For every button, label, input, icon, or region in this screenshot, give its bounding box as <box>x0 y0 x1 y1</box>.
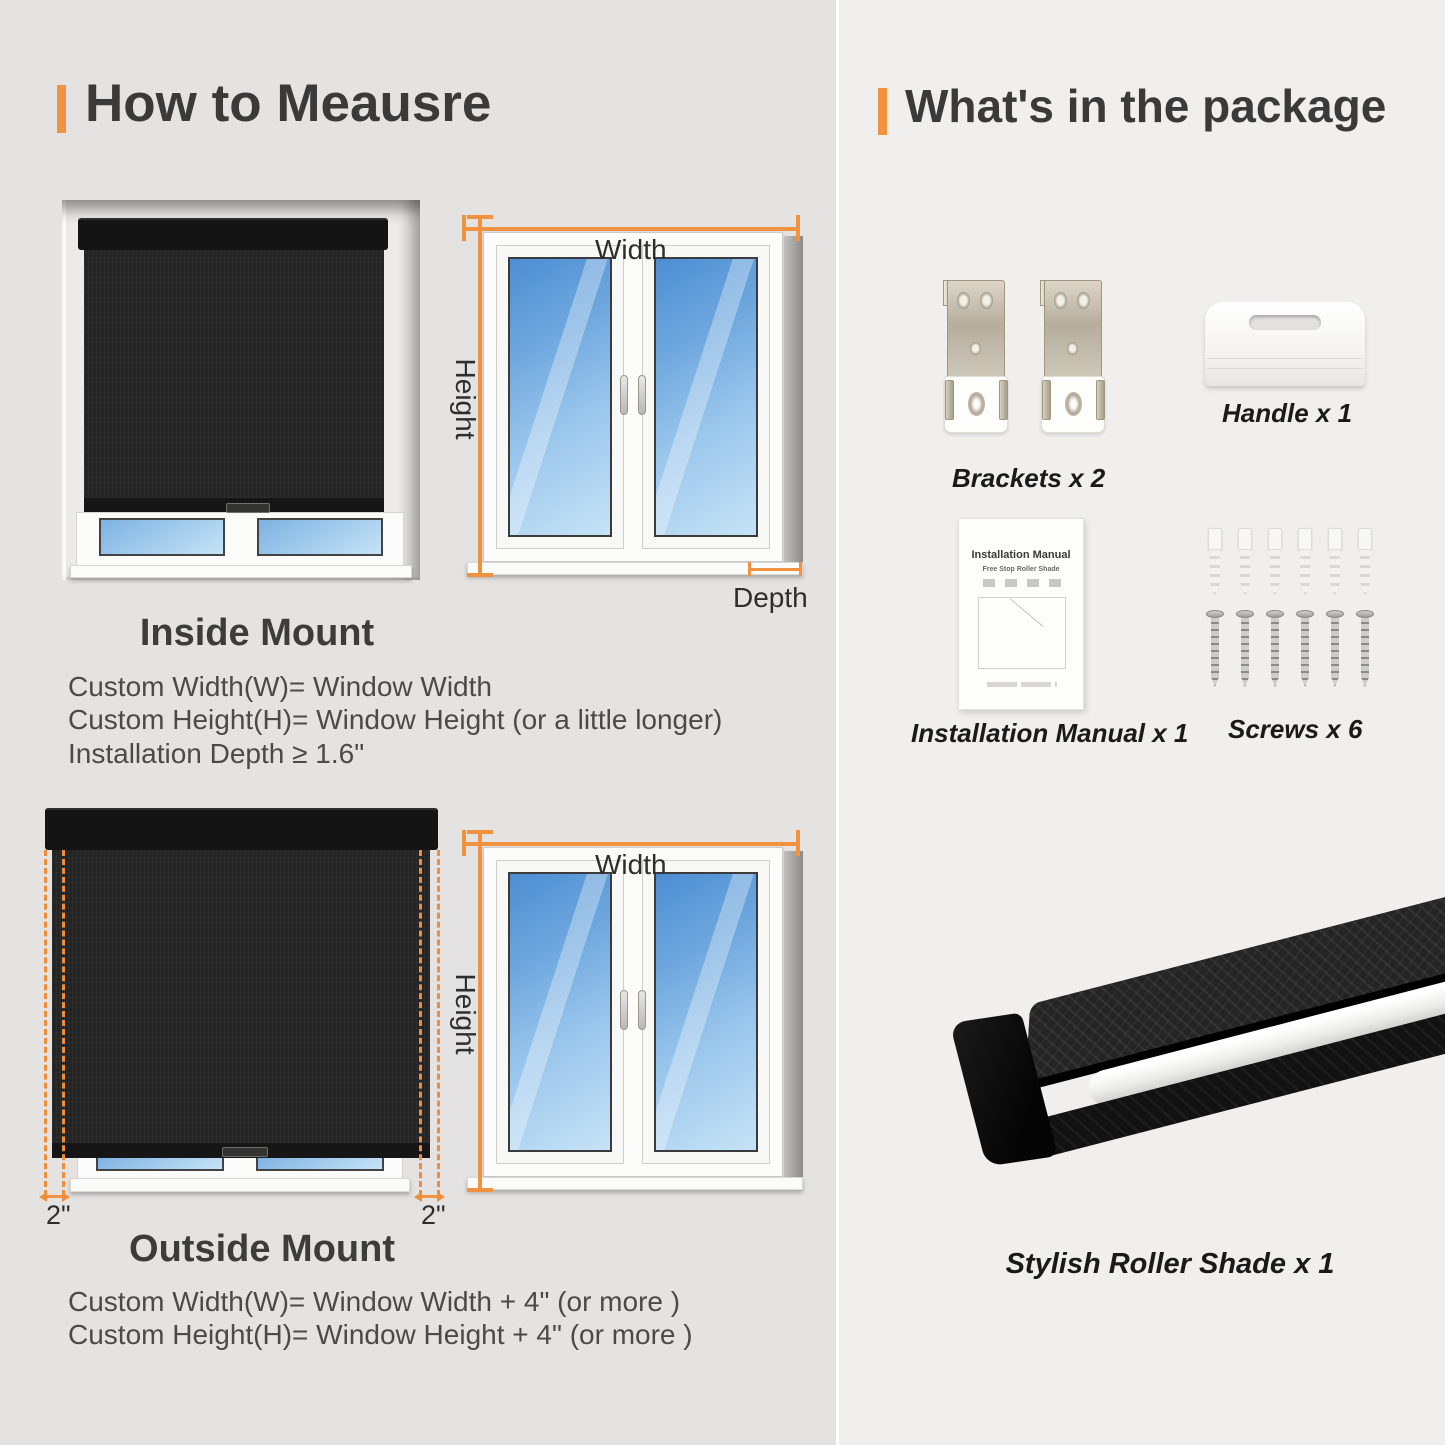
overlap-left-label: 2" <box>46 1200 71 1230</box>
bracket-body <box>947 280 1005 380</box>
package-title: What's in the package <box>905 80 1387 132</box>
depth-measure-cap <box>799 562 802 576</box>
height-measure-cap <box>467 1188 493 1192</box>
window-casement-right <box>642 860 770 1164</box>
screw-graphic <box>1236 610 1254 688</box>
overlap-dashed-line <box>437 850 440 1196</box>
inside-mount-heading: Inside Mount <box>139 612 375 654</box>
measure-title-accent-bar <box>57 85 66 133</box>
depth-measure-cap <box>748 562 751 576</box>
shade-label: Stylish Roller Shade x 1 <box>1005 1248 1335 1280</box>
window-glass-right <box>257 518 383 556</box>
window-sill <box>70 1178 410 1192</box>
inside-mount-illustration <box>62 200 420 580</box>
width-measure-arrow <box>462 842 800 846</box>
bracket-clip-hole <box>968 392 985 416</box>
inside-spec-line-1: Custom Width(W)= Window Width <box>68 671 492 702</box>
handle-ridge <box>1207 358 1363 359</box>
window-bottom-frame <box>76 512 404 568</box>
package-title-accent-bar <box>878 88 887 135</box>
inside-spec-line-2: Custom Height(H)= Window Height (or a little longer) <box>68 704 723 735</box>
outside-mount-heading: Outside Mount <box>129 1228 395 1270</box>
window-handle-icon <box>620 990 628 1030</box>
width-measure-cap <box>796 830 800 856</box>
measure-title: How to Meausre <box>85 74 492 133</box>
depth-measure-line <box>750 568 802 571</box>
bracket-hole <box>1077 292 1090 309</box>
window-casement-left <box>496 245 624 549</box>
width-label: Width <box>595 849 667 880</box>
wall-anchor-graphic <box>1266 528 1284 596</box>
window-frame <box>483 847 783 1177</box>
manual-cover-subtitle: Free Stop Roller Shade <box>982 566 1060 573</box>
wall-anchor-graphic <box>1356 528 1374 596</box>
window-sill <box>70 565 412 578</box>
window-casement-left <box>496 860 624 1164</box>
height-measure-cap <box>467 215 493 219</box>
manual-label: Installation Manual x 1 <box>911 718 1189 748</box>
screw-graphic <box>1206 610 1224 688</box>
outside-window-diagram <box>450 815 840 1230</box>
handle-graphic <box>1205 302 1365 386</box>
window-glass <box>508 257 612 537</box>
window-handle-icon <box>638 375 646 415</box>
screw-graphic <box>1356 610 1374 688</box>
bracket-hole <box>980 292 993 309</box>
window-glass <box>508 872 612 1152</box>
brackets-label: Brackets x 2 <box>952 463 1106 493</box>
shade-fabric <box>84 250 384 498</box>
window-glass <box>654 872 758 1152</box>
wall-anchor-graphic <box>1296 528 1314 596</box>
wall-reveal-shadow <box>784 851 803 1181</box>
bracket-graphic <box>943 280 1010 433</box>
height-measure-cap <box>467 573 493 577</box>
wall-anchor-graphic <box>1206 528 1224 596</box>
shade-bottom-bar <box>52 1143 430 1158</box>
bracket-clip-hole <box>1065 392 1082 416</box>
outside-spec-line-2: Custom Height(H)= Window Height + 4" (or more ) <box>68 1319 693 1350</box>
bracket-tab <box>1096 380 1105 420</box>
window-handle-icon <box>620 375 628 415</box>
bracket-hole <box>957 292 970 309</box>
window-handle-icon <box>638 990 646 1030</box>
bracket-hole <box>1054 292 1067 309</box>
bracket-tab <box>999 380 1008 420</box>
window-glass-left <box>99 518 225 556</box>
width-measure-cap <box>796 215 800 241</box>
window-frame <box>483 232 783 562</box>
overlap-dashed-line <box>419 850 422 1196</box>
shade-cassette <box>78 218 388 250</box>
screw-graphic <box>1266 610 1284 688</box>
manual-cover-figures <box>983 579 1061 587</box>
width-measure-arrow <box>462 227 800 231</box>
bracket-hole <box>970 342 981 355</box>
width-measure-cap <box>462 830 466 856</box>
height-label: Height <box>450 973 481 1055</box>
handle-label: Handle x 1 <box>1222 398 1353 428</box>
manual-diagram-line <box>1010 598 1044 626</box>
shade-fabric <box>52 850 430 1143</box>
bracket-tab <box>945 380 954 420</box>
inside-window-diagram <box>450 200 840 615</box>
wall-anchor-graphic <box>1326 528 1344 596</box>
width-measure-cap <box>462 215 466 241</box>
handle-ridge <box>1207 368 1363 369</box>
manual-cover-footer <box>987 682 1057 687</box>
screw-graphic <box>1326 610 1344 688</box>
shade-pull-handle <box>222 1147 268 1157</box>
screw-graphic <box>1296 610 1314 688</box>
overlap-right-label: 2" <box>421 1200 446 1230</box>
bracket-graphic <box>1040 280 1107 433</box>
overlap-dashed-line <box>44 850 47 1196</box>
bracket-body <box>1044 280 1102 380</box>
shade-bottom-bar <box>84 498 384 512</box>
height-measure-cap <box>467 830 493 834</box>
shade-cassette <box>45 808 438 850</box>
inside-spec-line-3: Installation Depth ≥ 1.6" <box>68 738 365 769</box>
manual-cover-title: Installation Manual <box>971 549 1071 561</box>
bracket-hole <box>1067 342 1078 355</box>
width-label: Width <box>595 234 667 265</box>
bracket-tab <box>1042 380 1051 420</box>
outside-spec-line-1: Custom Width(W)= Window Width + 4" (or more ) <box>68 1286 681 1317</box>
manual-cover-diagram <box>978 597 1066 669</box>
overlap-dashed-line <box>62 850 65 1196</box>
screws-label: Screws x 6 <box>1228 714 1363 744</box>
handle-slot <box>1249 315 1321 330</box>
window-sill <box>467 1177 803 1190</box>
manual-graphic <box>958 518 1084 710</box>
wall-anchor-graphic <box>1236 528 1254 596</box>
depth-label: Depth <box>733 582 808 613</box>
wall-reveal-shadow <box>784 236 803 566</box>
shade-pull-handle <box>226 503 270 513</box>
height-label: Height <box>450 358 481 440</box>
window-casement-right <box>642 245 770 549</box>
window-glass <box>654 257 758 537</box>
